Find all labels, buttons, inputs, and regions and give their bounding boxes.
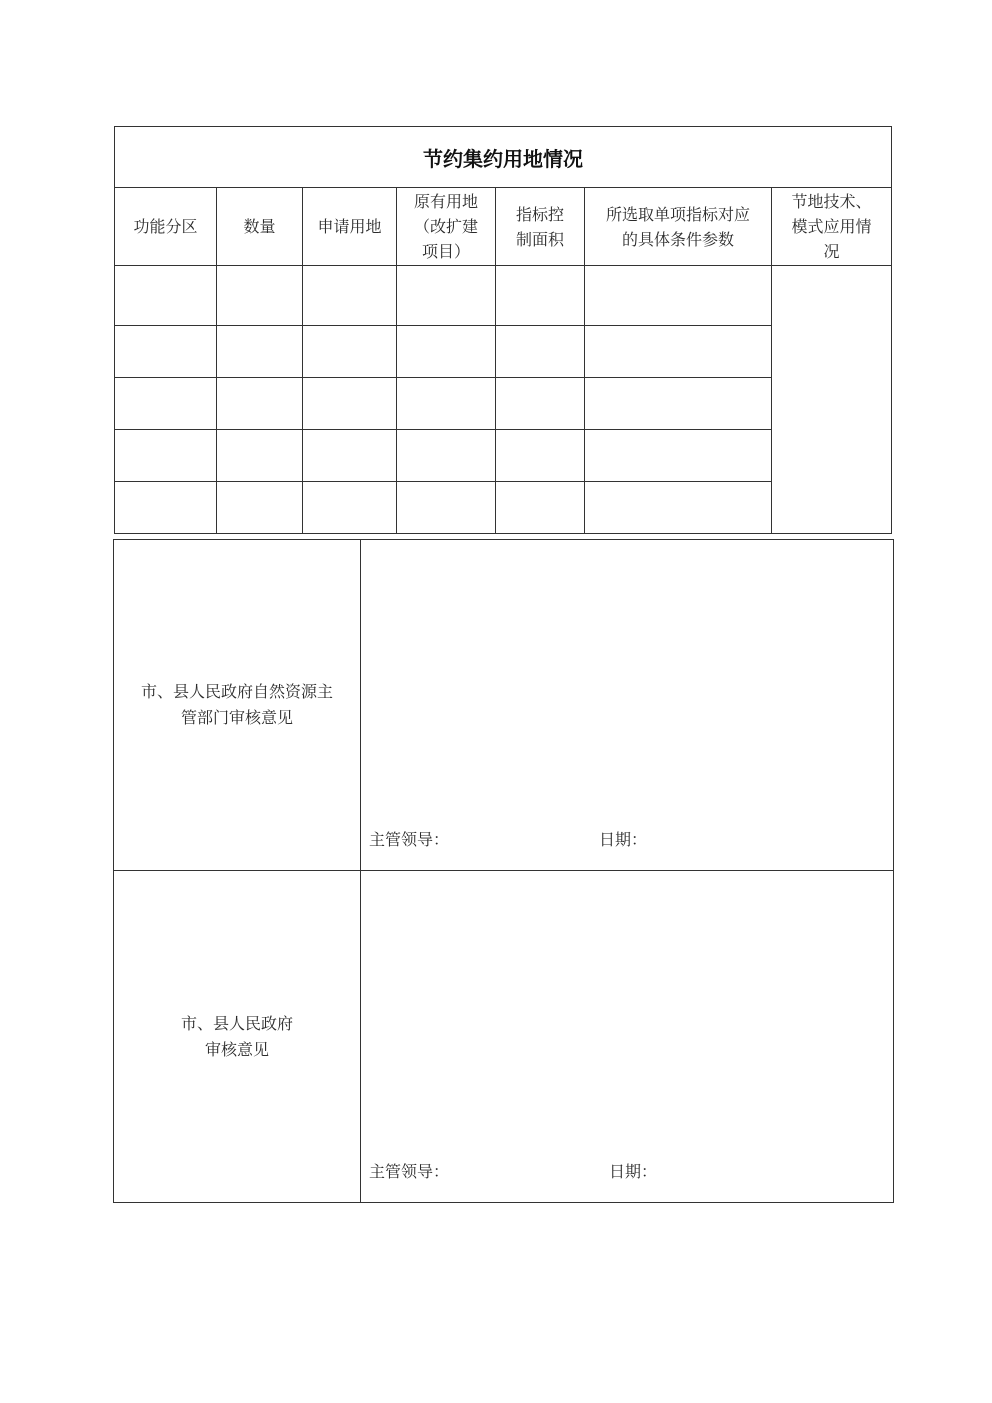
- table-row: [115, 266, 892, 326]
- cell-quantity[interactable]: [217, 430, 303, 482]
- cell-control-area[interactable]: [496, 482, 585, 534]
- cell-applied-land[interactable]: [303, 266, 397, 326]
- cell-applied-land[interactable]: [303, 482, 397, 534]
- header-applied-land: 申请用地: [303, 188, 397, 266]
- cell-condition-params[interactable]: [585, 326, 772, 378]
- header-existing-land: 原有用地 （改扩建 项目）: [397, 188, 496, 266]
- cell-zone[interactable]: [115, 482, 217, 534]
- government-opinion-area[interactable]: [361, 871, 894, 1203]
- cell-condition-params[interactable]: [585, 430, 772, 482]
- natural-resources-review-section: [114, 540, 894, 871]
- header-functional-zone: 功能分区: [115, 188, 217, 266]
- cell-control-area[interactable]: [496, 378, 585, 430]
- header-quantity: 数量: [217, 188, 303, 266]
- cell-control-area[interactable]: [496, 326, 585, 378]
- cell-land-saving-tech[interactable]: [772, 266, 892, 534]
- leader-signature-label: 主管领导：: [369, 1162, 450, 1181]
- header-control-area: 指标控 制面积: [496, 188, 585, 266]
- cell-existing-land[interactable]: [397, 482, 496, 534]
- land-use-table: [114, 126, 892, 534]
- review-table: [113, 539, 894, 1203]
- cell-zone[interactable]: [115, 266, 217, 326]
- cell-existing-land[interactable]: [397, 326, 496, 378]
- header-condition-params: 所选取单项指标对应 的具体条件参数: [585, 188, 772, 266]
- natural-resources-review-label: 市、县人民政府自然资源主 管部门审核意见: [114, 540, 361, 871]
- cell-existing-land[interactable]: [397, 378, 496, 430]
- header-row: [115, 188, 892, 266]
- leader-signature-label: 主管领导：: [369, 830, 450, 849]
- cell-existing-land[interactable]: [397, 430, 496, 482]
- cell-quantity[interactable]: [217, 266, 303, 326]
- natural-resources-opinion-area[interactable]: [361, 540, 894, 871]
- government-review-label: 市、县人民政府 审核意见: [114, 871, 361, 1203]
- cell-condition-params[interactable]: [585, 266, 772, 326]
- cell-zone[interactable]: [115, 378, 217, 430]
- cell-existing-land[interactable]: [397, 266, 496, 326]
- table-title: 节约集约用地情况: [115, 127, 892, 188]
- cell-control-area[interactable]: [496, 266, 585, 326]
- header-land-saving-tech: 节地技术、 模式应用情 况: [772, 188, 892, 266]
- cell-applied-land[interactable]: [303, 378, 397, 430]
- cell-quantity[interactable]: [217, 378, 303, 430]
- date-label: 日期：: [599, 830, 648, 849]
- cell-quantity[interactable]: [217, 482, 303, 534]
- cell-zone[interactable]: [115, 326, 217, 378]
- cell-applied-land[interactable]: [303, 430, 397, 482]
- cell-control-area[interactable]: [496, 430, 585, 482]
- cell-condition-params[interactable]: [585, 482, 772, 534]
- cell-zone[interactable]: [115, 430, 217, 482]
- government-review-section: [114, 871, 894, 1203]
- cell-applied-land[interactable]: [303, 326, 397, 378]
- cell-quantity[interactable]: [217, 326, 303, 378]
- date-label: 日期：: [609, 1162, 658, 1181]
- cell-condition-params[interactable]: [585, 378, 772, 430]
